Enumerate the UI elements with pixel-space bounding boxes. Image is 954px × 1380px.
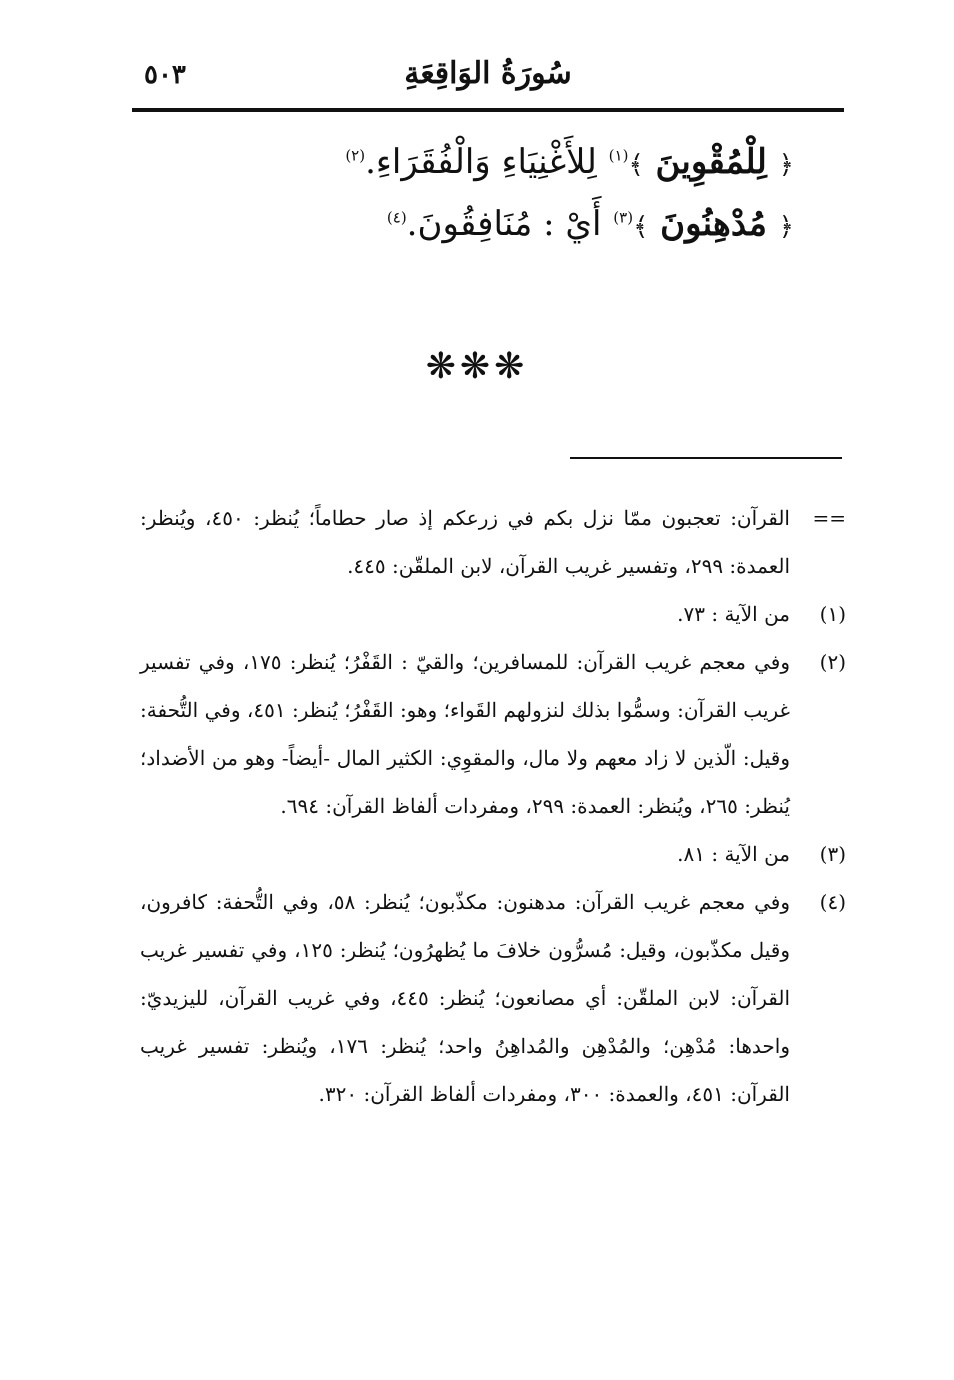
open-bracket: ﴿: [778, 212, 794, 242]
footnote-ref: (٢): [345, 146, 366, 165]
footnote-ref: (٣): [613, 208, 634, 227]
footnote-ref: (١): [608, 146, 629, 165]
footnote-rule: [570, 457, 842, 459]
footnote: [140, 494, 846, 590]
footnote-marker: (٢): [819, 650, 846, 674]
footnote-text: وفي معجم غريب القرآن: مدهنون: مكذّبون؛ يُنظر: ٥٨، وفي التُّحفة: كافرون، وقيل مكذّبون، وقيل: مُسرُّون خلافَ ما يُظهرُون؛ يُنظر: ١٢٥، وفي تفسير غريب القرآن: لابن الملقّن: أي مصانعون؛ يُنظر: ٤٤٥، وفي غريب القرآن، لليزيديّ: واحدها: مُدْهِن؛ والمُدْهِن والمُداهِنُ واحد؛ يُنظر: ١٧٦، ويُنظر: تفسير غريب القرآن: ٤٥١، والعمدة: ٣٠٠، ومفردات ألفاظ القرآن: ٣٢٠.: [140, 890, 791, 1106]
footnote-marker: ==: [812, 506, 846, 530]
gloss-text: لِلأَغْنِيَاءِ وَالْفُقَرَاءِ.: [365, 142, 597, 182]
footnote-ref: (٤): [386, 208, 407, 227]
header-rule: [132, 108, 844, 112]
section-ornament: ❋❋❋: [425, 346, 529, 387]
verse-word: لِلْمُقْوِينَ: [655, 142, 767, 182]
footnote-text: من الآية : ٧٣.: [677, 602, 790, 626]
footnote-text: من الآية : ٨١.: [677, 842, 790, 866]
close-bracket: ﴾: [628, 150, 644, 180]
verse-word: مُدْهِنُونَ: [660, 204, 767, 244]
footnote-marker: (٣): [819, 842, 846, 866]
close-bracket: ﴾: [633, 212, 649, 242]
page-number: ٥٠٣: [144, 60, 186, 90]
gloss-entry: [345, 142, 794, 182]
footnote: [140, 830, 846, 878]
gloss-entry: [387, 204, 794, 244]
footnote-marker: (٤): [819, 890, 846, 914]
footnote-text: القرآن: تعجبون ممّا نزل بكم في زرعكم إذ صار حطاماً؛ يُنظر: ٤٥٠، ويُنظر: العمدة: ٢٩٩، وتفسير غريب القرآن، لابن الملقّن: ٤٤٥.: [140, 506, 790, 578]
footnotes: [140, 494, 846, 1118]
gloss-text: أَيْ : مُنَافِقُونَ.: [406, 204, 602, 244]
footnote-marker: (١): [819, 602, 846, 626]
open-bracket: ﴿: [778, 150, 794, 180]
running-head: [132, 52, 844, 102]
footnote-text: وفي معجم غريب القرآن: للمسافرين؛ والقيّ : القَفْرُ؛ يُنظر: ١٧٥، وفي تفسير غريب القرآن: وسمُّوا بذلك لنزولهم القَواء؛ وهو: القَفْرُ؛ يُنظر: ٤٥١، وفي التُّحفة: وقيل: الّذين لا زاد معهم ولا مال، والمقوِي: الكثير المال -أيضاً- وهو من الأضداد؛ يُنظر: ٢٦٥، ويُنظر: العمدة: ٢٩٩، ومفردات ألفاظ القرآن: ٦٩٤.: [140, 650, 791, 818]
footnote: [140, 590, 846, 638]
footnote: [140, 638, 846, 830]
footnote: [140, 878, 846, 1118]
surah-title: سُورَةُ الوَاقِعَةِ: [404, 56, 572, 91]
